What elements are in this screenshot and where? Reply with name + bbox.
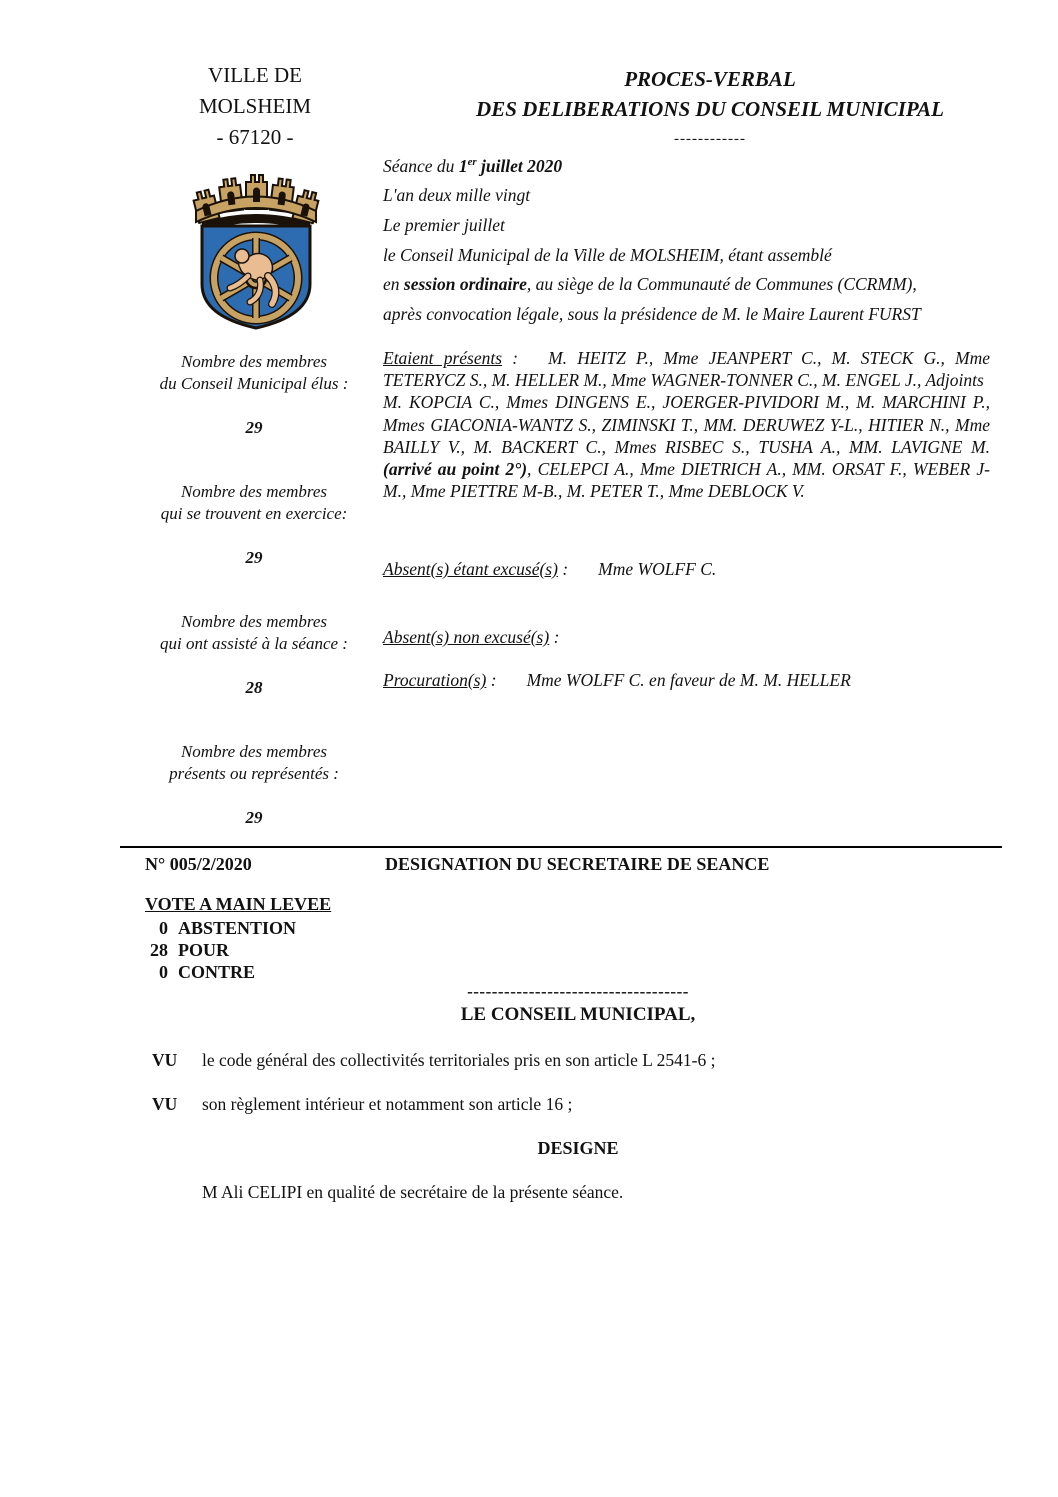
dashed-separator: ------------------------------------	[467, 982, 689, 1001]
session-line-convocation: après convocation légale, sous la présidence de M. le Maire Laurent FURST	[383, 303, 921, 324]
vote-label: CONTRE	[178, 962, 256, 982]
deliberation-title: DESIGNATION DU SECRETAIRE DE SEANCE	[385, 854, 770, 874]
present-members-paragraph	[383, 347, 990, 502]
deliberation-number: N° 005/2/2020	[145, 854, 252, 874]
member-count-label: du Conseil Municipal élus :	[159, 374, 349, 393]
vu-text: son règlement intérieur et notamment son article 16 ;	[202, 1094, 573, 1114]
session-line-type: en session ordinaire, au siège de la Communauté de Communes (CCRMM),	[383, 274, 917, 295]
present-names-2c: , CELEPCI A., Mme DIETRICH A., MM. ORSAT F., WEBER J-M., Mme PIETTRE M-B., M. PETER T., Mme DEBLOCK V.	[383, 459, 990, 502]
member-count-elected	[141, 351, 367, 439]
session-line-day: Le premier juillet	[383, 215, 505, 236]
designe-text: M Ali CELIPI en qualité de secrétaire de la présente séance.	[202, 1182, 624, 1202]
member-count-label: qui se trouvent en exercice:	[160, 504, 348, 523]
absent-not-excused-line: Absent(s) non excusé(s) :	[383, 627, 560, 647]
vote-results	[143, 917, 296, 983]
molsheim-coat-of-arms-icon	[190, 164, 322, 332]
vote-row-contre	[143, 961, 296, 983]
member-count-represented	[141, 741, 367, 829]
member-count-label: Nombre des membres	[180, 482, 328, 501]
vote-count: 0	[159, 962, 168, 982]
absent-excused-value: Mme WOLFF C.	[598, 559, 717, 579]
member-count-in-office	[141, 481, 367, 569]
vote-count: 0	[159, 918, 168, 938]
designe-heading: DESIGNE	[537, 1138, 619, 1158]
absent-not-excused-label: Absent(s) non excusé(s)	[383, 627, 550, 647]
session-line-year: L'an deux mille vingt	[383, 185, 531, 206]
present-names-arrival-note: (arrivé au point 2°)	[383, 459, 528, 480]
vote-count: 28	[150, 940, 168, 960]
procurations-label: Procuration(s)	[383, 670, 487, 690]
city-name-line2: MOLSHEIM	[198, 94, 311, 118]
member-count-label: Nombre des membres	[180, 742, 328, 761]
vote-label: ABSTENTION	[178, 918, 297, 938]
member-count-label: Nombre des membres	[180, 612, 328, 631]
member-count-value: 29	[245, 808, 263, 827]
vote-row-pour	[143, 939, 296, 961]
member-count-value: 28	[245, 678, 263, 697]
vu-keyword: VU	[152, 1094, 178, 1114]
member-count-label: présents ou représentés :	[169, 764, 339, 783]
vote-label: POUR	[178, 940, 229, 960]
member-counts-sidebar	[141, 351, 367, 871]
vote-method-heading: VOTE A MAIN LEVEE	[145, 894, 332, 914]
vu-clause-2	[152, 1094, 1002, 1115]
vote-row-abstention	[143, 917, 296, 939]
present-names-2a: M. KOPCIA C., Mmes DINGENS E., JOERGER-PIVIDORI M., M. MARCHINI P., Mmes GIACONIA-WANTZ S., ZIMINSKI T., MM. DERUWEZ Y-L., HITIER N., Mme BAILLY V., M. BACKERT C., Mmes RISBEC S., TUSHA A., MM. LAVIGNE M.	[383, 392, 990, 457]
city-postal-code: - 67120 -	[216, 125, 294, 149]
present-members-part1: Etaient présents : M. HEITZ P., Mme JEANPERT C., M. STECK G., Mme TETERYCZ S., M. HELLER M., Mme WAGNER-TONNER C., M. ENGEL J., Adjoints	[383, 348, 991, 391]
city-name-line1: VILLE DE	[208, 63, 302, 87]
member-count-label: qui ont assisté à la séance :	[160, 634, 348, 653]
member-count-value: 29	[245, 548, 263, 567]
present-names-1: M. HEITZ P., Mme JEANPERT C., M. STECK G., Mme TETERYCZ S., M. HELLER M., Mme WAGNER-TONNER C., M. ENGEL J., Adjoints	[383, 348, 991, 391]
section-divider-rule	[120, 846, 1002, 848]
procurations-value: Mme WOLFF C. en faveur de M. M. HELLER	[526, 670, 851, 690]
document-title	[430, 64, 990, 124]
member-count-value: 29	[245, 418, 263, 437]
procurations-line: Procuration(s) : Mme WOLFF C. en faveur de M. M. HELLER	[383, 670, 851, 690]
vu-text: le code général des collectivités territoriales pris en son article L 2541-6 ;	[202, 1050, 716, 1070]
document-title-line2: DES DELIBERATIONS DU CONSEIL MUNICIPAL	[476, 97, 944, 121]
member-count-label: Nombre des membres	[180, 352, 328, 371]
absent-excused-label: Absent(s) étant excusé(s)	[383, 559, 558, 579]
session-intro	[383, 148, 987, 329]
vu-keyword: VU	[152, 1050, 178, 1070]
member-count-attended	[141, 611, 367, 699]
absent-excused-line: Absent(s) étant excusé(s) : Mme WOLFF C.	[383, 559, 717, 579]
present-members-part2	[383, 391, 990, 502]
session-line-assembly: le Conseil Municipal de la Ville de MOLSHEIM, étant assemblé	[383, 244, 832, 265]
council-heading: LE CONSEIL MUNICIPAL,	[460, 1004, 696, 1025]
vu-clause-1	[152, 1050, 1002, 1071]
document-title-line1: PROCES-VERBAL	[624, 67, 796, 91]
title-separator-dashes: ------------	[674, 131, 746, 147]
session-date-line: Séance du 1er juillet 2020	[383, 155, 563, 176]
city-header	[148, 60, 362, 153]
present-label: Etaient présents	[383, 348, 503, 368]
